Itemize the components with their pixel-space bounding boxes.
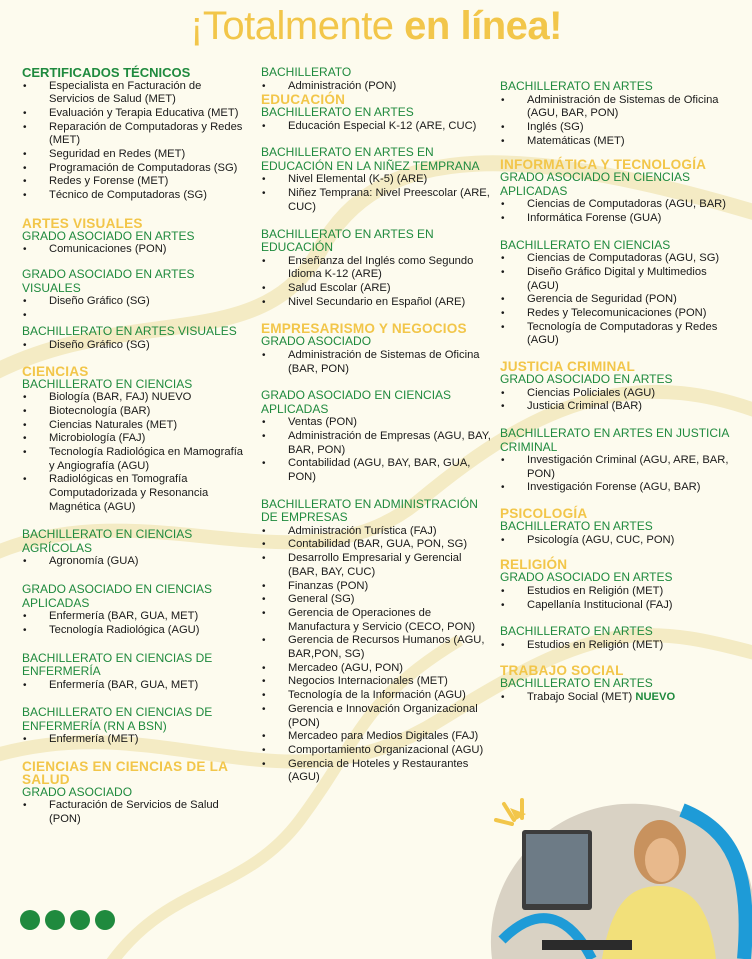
list-item: • Gerencia de Hoteles y Restaurantes (AGU)	[261, 758, 491, 785]
list-item: • Tecnología de Computadoras y Redes (AGU)	[500, 321, 735, 348]
list-item: • Educación Especial K-12 (ARE, CUC)	[261, 120, 491, 134]
list-item: • Estudios en Religión (MET)	[500, 639, 735, 653]
program-list	[22, 295, 246, 322]
list-item: • Nivel Secundario en Español (ARE)	[261, 296, 491, 310]
list-item: • Biología (BAR, FAJ) NUEVO	[22, 391, 246, 405]
program-list	[22, 391, 246, 514]
list-item: • Mercadeo para Medios Digitales (FAJ)	[261, 730, 491, 744]
group-heading: BACHILLERATO EN CIENCIAS DE ENFERMERÍA (RN A BSN)	[22, 705, 213, 733]
list-item: • Matemáticas (MET)	[500, 135, 735, 149]
list-item: • Radiológicas en Tomografía Computadorizada y Resonancia Magnética (AGU)	[22, 473, 246, 514]
group-heading: GRADO ASOCIADO EN CIENCIAS APLICADAS	[261, 388, 452, 416]
list-item: • Inglés (SG)	[500, 121, 735, 135]
list-item: • Facturación de Servicios de Salud (PON)	[22, 799, 246, 826]
group-heading: BACHILLERATO	[261, 65, 352, 79]
section-title-religion: RELIGIÓN	[500, 557, 568, 573]
list-item: • Niñez Temprana: Nivel Preescolar (ARE, CUC)	[261, 187, 491, 214]
program-list	[500, 198, 735, 225]
list-item: • Mercadeo (AGU, PON)	[261, 662, 491, 676]
headline-light: ¡Totalmente	[190, 4, 394, 48]
program-list	[22, 610, 246, 637]
list-item	[500, 691, 735, 705]
list-item: • Microbiología (FAJ)	[22, 432, 246, 446]
list-item: • Nivel Elemental (K-5) (ARE)	[261, 173, 491, 187]
list-item: • Desarrollo Empresarial y Gerencial (BAR, BAY, CUC)	[261, 552, 491, 579]
group-heading: GRADO ASOCIADO EN ARTES	[500, 570, 673, 585]
program-list	[261, 255, 491, 310]
list-item: • Administración de Empresas (AGU, BAY, BAR, PON)	[261, 430, 491, 457]
section-title-artes-visuales: ARTES VISUALES	[22, 215, 143, 231]
list-item: • Contabilidad (AGU, BAY, BAR, GUA, PON)	[261, 457, 491, 484]
program-list	[22, 799, 246, 826]
list-item: • Reparación de Computadoras y Redes (MET)	[22, 121, 246, 148]
headline	[0, 0, 752, 52]
program-list	[500, 585, 735, 612]
list-item: • Tecnología Radiológica en Mamografía y Angiografía (AGU)	[22, 446, 246, 473]
list-item: • Ventas (PON)	[261, 416, 491, 430]
group-heading: BACHILLERATO EN ARTES	[500, 519, 653, 534]
program-list	[500, 639, 735, 653]
dot	[70, 910, 90, 930]
list-item: • Psicología (AGU, CUC, PON)	[500, 534, 735, 548]
list-item: • Gerencia e Innovación Organizacional (PON)	[261, 703, 491, 730]
list-item: • Informática Forense (GUA)	[500, 212, 735, 226]
list-item: • Especialista en Facturación de Servicios de Salud (MET)	[22, 80, 246, 107]
group-heading: GRADO ASOCIADO	[261, 334, 372, 349]
student-photo	[482, 790, 752, 959]
program-list	[500, 94, 735, 149]
list-item: • Capellanía Institucional (FAJ)	[500, 599, 735, 613]
list-item: • Administración de Sistemas de Oficina (AGU, BAR, PON)	[500, 94, 735, 121]
group-heading: GRADO ASOCIADO EN ARTES VISUALES	[22, 267, 195, 295]
program-list	[500, 691, 735, 705]
program-list	[500, 252, 735, 348]
list-item: • Agronomía (GUA)	[22, 555, 246, 569]
dot	[95, 910, 115, 930]
list-item: • Programación de Computadoras (SG)	[22, 162, 246, 176]
list-item: • Ciencias Naturales (MET)	[22, 419, 246, 433]
list-item: • Salud Escolar (ARE)	[261, 282, 491, 296]
program-list	[22, 555, 246, 569]
program-list	[261, 173, 491, 214]
group-heading: BACHILLERATO EN ARTES	[500, 79, 653, 93]
group-heading: BACHILLERATO EN CIENCIAS AGRÍCOLAS	[22, 527, 193, 555]
group-heading: GRADO ASOCIADO EN ARTES	[22, 228, 195, 243]
list-item: • Comunicaciones (PON)	[22, 243, 246, 257]
column-1	[22, 66, 246, 827]
list-item: • Gerencia de Operaciones de Manufactura y Servicio (CECO, PON)	[261, 607, 491, 634]
program-list	[22, 80, 246, 203]
list-item: • Enseñanza del Inglés como Segundo Idioma K-12 (ARE)	[261, 255, 491, 282]
column-2	[261, 66, 491, 785]
list-item: • Negocios Internacionales (MET)	[261, 675, 491, 689]
list-item: • Enfermería (BAR, GUA, MET)	[22, 679, 246, 693]
list-item: • Enfermería (BAR, GUA, MET)	[22, 610, 246, 624]
list-item: • Ciencias Policiales (AGU)	[500, 387, 735, 401]
list-item: • Ciencias de Computadoras (AGU, BAR)	[500, 198, 735, 212]
section-title-ciencias: CIENCIAS	[22, 363, 89, 379]
program-list	[261, 80, 491, 94]
group-heading: BACHILLERATO EN ARTES	[500, 624, 653, 639]
group-heading: GRADO ASOCIADO EN CIENCIAS APLICADAS	[500, 170, 691, 198]
section-title-educacion: EDUCACIÓN	[261, 92, 346, 108]
column-3	[500, 80, 735, 705]
program-list	[22, 733, 246, 747]
group-heading: BACHILLERATO EN CIENCIAS	[500, 237, 671, 252]
list-item-empty	[22, 309, 246, 323]
list-item: • Evaluación y Terapia Educativa (MET)	[22, 107, 246, 121]
group-heading: BACHILLERATO EN ARTES EN EDUCACIÓN	[261, 226, 434, 255]
list-item: • Diseño Gráfico Digital y Multimedios (AGU)	[500, 266, 735, 293]
program-list	[261, 349, 491, 376]
program-list	[500, 534, 735, 548]
list-item: • Redes y Telecomunicaciones (PON)	[500, 307, 735, 321]
new-badge: NUEVO	[635, 690, 676, 703]
program-list	[500, 454, 735, 495]
group-heading: BACHILLERATO EN ARTES EN JUSTICIA CRIMINAL	[500, 426, 729, 454]
list-item-text: Trabajo Social (MET)	[527, 690, 633, 703]
list-item: • Ciencias de Computadoras (AGU, SG)	[500, 252, 735, 266]
section-title-justicia: JUSTICIA CRIMINAL	[500, 359, 636, 375]
program-list	[261, 416, 491, 485]
section-title-trabajo-social: TRABAJO SOCIAL	[500, 663, 624, 679]
list-item: • Enfermería (MET)	[22, 733, 246, 747]
group-heading: BACHILLERATO EN CIENCIAS	[22, 376, 193, 391]
list-item: • Comportamiento Organizacional (AGU)	[261, 744, 491, 758]
group-heading: BACHILLERATO EN ARTES EN EDUCACIÓN EN LA NIÑEZ TEMPRANA	[261, 145, 480, 173]
list-item: • Investigación Forense (AGU, BAR)	[500, 481, 735, 495]
list-item: • Tecnología Radiológica (AGU)	[22, 624, 246, 638]
program-list	[22, 243, 246, 257]
headline-bold: en línea!	[404, 4, 562, 48]
list-item: • Gerencia de Recursos Humanos (AGU, BAR,PON, SG)	[261, 634, 491, 661]
list-item: • Finanzas (PON)	[261, 580, 491, 594]
list-item: • Administración (PON)	[261, 80, 491, 94]
list-item: • Estudios en Religión (MET)	[500, 585, 735, 599]
section-heading-certificados: CERTIFICADOS TÉCNICOS	[22, 65, 191, 80]
list-item: • Técnico de Computadoras (SG)	[22, 189, 246, 203]
list-item: • Seguridad en Redes (MET)	[22, 148, 246, 162]
group-heading: GRADO ASOCIADO	[22, 784, 133, 799]
program-list	[22, 679, 246, 693]
list-item: • Biotecnología (BAR)	[22, 405, 246, 419]
group-heading: GRADO ASOCIADO EN CIENCIAS APLICADAS	[22, 582, 213, 610]
group-heading: BACHILLERATO EN ADMINISTRACIÓN DE EMPRESAS	[261, 496, 478, 525]
list-item: • Diseño Gráfico (SG)	[22, 295, 246, 309]
program-list	[261, 120, 491, 134]
list-item: • Administración Turística (FAJ)	[261, 525, 491, 539]
group-heading: BACHILLERATO EN ARTES	[500, 676, 653, 691]
list-item: • General (SG)	[261, 593, 491, 607]
decorative-dots	[20, 910, 115, 930]
list-item: • Redes y Forense (MET)	[22, 175, 246, 189]
group-heading: BACHILLERATO EN ARTES	[261, 105, 414, 120]
program-list	[500, 387, 735, 414]
dot	[20, 910, 40, 930]
section-title-ciencias-salud: CIENCIAS EN CIENCIAS DE LA SALUD	[22, 758, 228, 787]
program-list	[22, 339, 246, 353]
section-title-empresarismo: EMPRESARISMO Y NEGOCIOS	[261, 321, 467, 337]
list-item: • Justicia Criminal (BAR)	[500, 400, 735, 414]
section-title-informatica: INFORMÁTICA Y TECNOLOGÍA	[500, 157, 707, 173]
list-item: • Investigación Criminal (AGU, ARE, BAR, PON)	[500, 454, 735, 481]
group-heading: BACHILLERATO EN ARTES VISUALES	[22, 324, 237, 339]
list-item: • Contabilidad (BAR, GUA, PON, SG)	[261, 538, 491, 552]
list-item: • Gerencia de Seguridad (PON)	[500, 293, 735, 307]
list-item: • Tecnología de la Información (AGU)	[261, 689, 491, 703]
list-item: • Administración de Sistemas de Oficina (BAR, PON)	[261, 349, 491, 376]
group-heading: BACHILLERATO EN CIENCIAS DE ENFERMERÍA	[22, 650, 213, 679]
section-title-psicologia: PSICOLOGÍA	[500, 506, 588, 522]
dot	[45, 910, 65, 930]
group-heading: GRADO ASOCIADO EN ARTES	[500, 372, 673, 387]
list-item: • Diseño Gráfico (SG)	[22, 339, 246, 353]
program-list	[261, 525, 491, 785]
